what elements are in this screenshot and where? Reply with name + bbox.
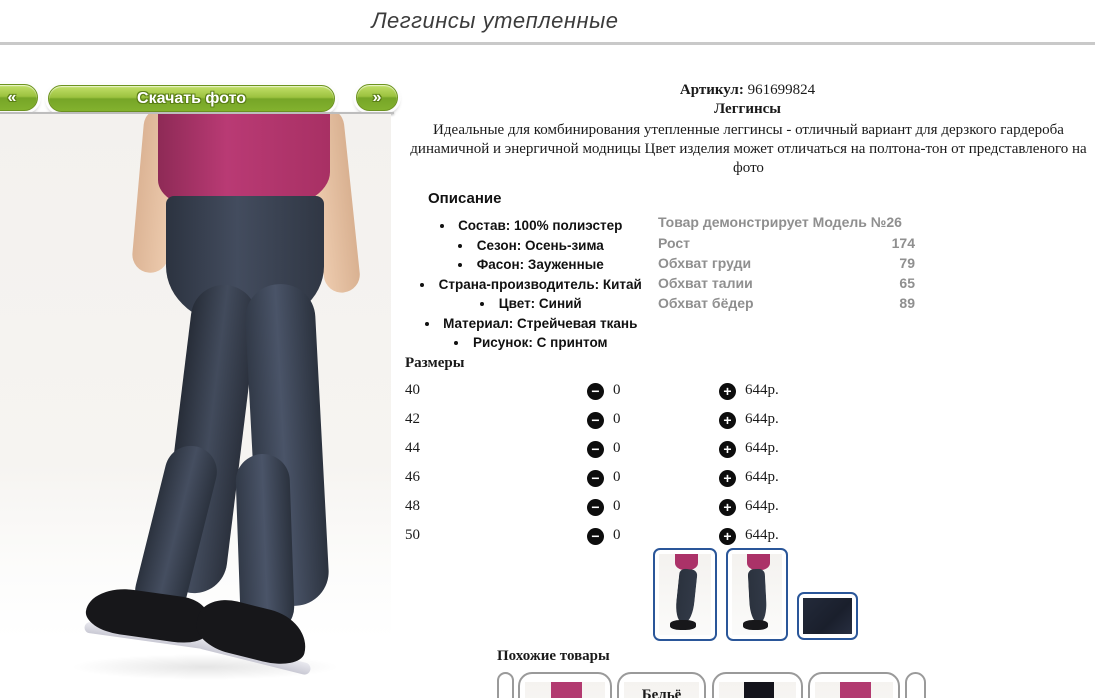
product-description: Идеальные для комбинирования утепленные леггинсы - отличный вариант для дерзкого гардероба динамичной и энергичной модницы Цвет изделия может отличаться на полтона-тон от представленого на фото [410,122,1087,176]
plus-button[interactable]: + [719,499,736,516]
thumbnail-fabric-flat-view[interactable] [797,592,858,640]
thumbnail-model-back-view[interactable] [726,548,788,641]
price-label: 644р. [745,440,779,456]
similar-figure-top [551,682,583,698]
thumbnail-figure-legs [674,568,697,623]
thumbnail-figure-top [675,554,698,570]
minus-button[interactable]: − [587,383,604,400]
thumbnail-figure-shoes [670,620,696,630]
size-row [405,382,795,402]
size-row [405,527,795,547]
description-item: • Фасон: Зауженные [403,255,659,275]
similar-product-image [719,682,796,698]
product-photo [0,114,391,698]
size-label: 50 [405,527,420,543]
model-info-label: Обхват талии [658,275,753,291]
description-item: • Состав: 100% полиэстер [403,216,659,236]
thumbnail-figure-top [747,554,770,570]
download-photo-label: Скачать фото [137,90,246,107]
thumbnail-image [803,598,852,634]
model-info-value: 79 [899,255,915,271]
similar-figure-top [744,682,775,698]
prev-photo-icon: « [7,89,17,106]
price-label: 644р. [745,498,779,514]
quantity-value: 0 [613,527,621,543]
model-info-row [658,273,915,293]
product-name: Леггинсы [713,101,781,117]
similar-product-caption: Бельё [641,687,682,698]
description-item: • Материал: Стрейчевая ткань [403,314,659,334]
similar-figure-top [840,682,871,698]
sku-value: 961699824 [747,82,816,98]
header-divider [0,42,1095,45]
price-label: 644р. [745,382,779,398]
plus-button[interactable]: + [719,412,736,429]
price-label: 644р. [745,411,779,427]
quantity-value: 0 [613,498,621,514]
size-label: 48 [405,498,420,514]
sku-line [400,82,1095,99]
thumbnail-figure-legs [748,568,768,622]
model-info-row [658,253,915,273]
similar-product-card[interactable] [905,672,926,698]
thumbnail-image [659,554,711,635]
next-photo-icon: » [372,89,382,106]
sku-label: Артикул: [679,82,744,98]
similar-product-card[interactable] [497,672,514,698]
description-item: • Рисунок: С принтом [403,333,659,353]
size-row [405,440,795,460]
model-info-table [658,212,915,313]
similar-products-heading: Похожие товары [497,648,610,664]
model-info-value: 65 [899,275,915,291]
quantity-value: 0 [613,382,621,398]
minus-button[interactable]: − [587,528,604,545]
size-label: 46 [405,469,420,485]
model-info-label: Рост [658,235,690,251]
next-photo-button[interactable] [356,84,398,111]
model-info-label: Обхват бёдер [658,295,754,311]
plus-button[interactable]: + [719,383,736,400]
thumbnail-figure-shoes [743,620,768,630]
size-row [405,411,795,431]
similar-product-image [815,682,892,698]
page-title: Леггинсы утепленные [371,8,619,33]
plus-button[interactable]: + [719,441,736,458]
description-item: • Цвет: Синий [403,294,659,314]
quantity-value: 0 [613,440,621,456]
minus-button[interactable]: − [587,441,604,458]
plus-button[interactable]: + [719,470,736,487]
thumbnail-model-side-view[interactable] [653,548,717,641]
similar-product-image [525,682,604,698]
minus-button[interactable]: − [587,470,604,487]
thumbnail-image [732,554,782,635]
size-label: 40 [405,382,420,398]
size-row [405,469,795,489]
description-item: • Сезон: Осень-зима [403,236,659,256]
description-list [403,216,659,353]
model-info-value: 174 [891,235,915,251]
quantity-value: 0 [613,469,621,485]
model-info-row [658,233,915,253]
thumbnail-fabric [803,598,852,634]
plus-button[interactable]: + [719,528,736,545]
similar-product-card[interactable] [712,672,803,698]
description-item: • Страна-производитель: Китай [403,275,659,295]
price-label: 644р. [745,469,779,485]
size-label: 44 [405,440,420,456]
sizes-heading: Размеры [405,355,465,371]
download-photo-button[interactable] [48,85,335,112]
price-label: 644р. [745,527,779,543]
prev-photo-button[interactable] [0,84,38,111]
model-info-value: 89 [899,295,915,311]
model-info-label: Обхват груди [658,255,752,271]
minus-button[interactable]: − [587,412,604,429]
description-heading: Описание [428,190,502,207]
size-label: 42 [405,411,420,427]
similar-product-card[interactable] [808,672,900,698]
model-info-row [658,293,915,313]
model-info-heading: Товар демонстрирует Модель №26 [658,214,902,230]
similar-product-card[interactable] [518,672,612,698]
size-row [405,498,795,518]
quantity-value: 0 [613,411,621,427]
minus-button[interactable]: − [587,499,604,516]
